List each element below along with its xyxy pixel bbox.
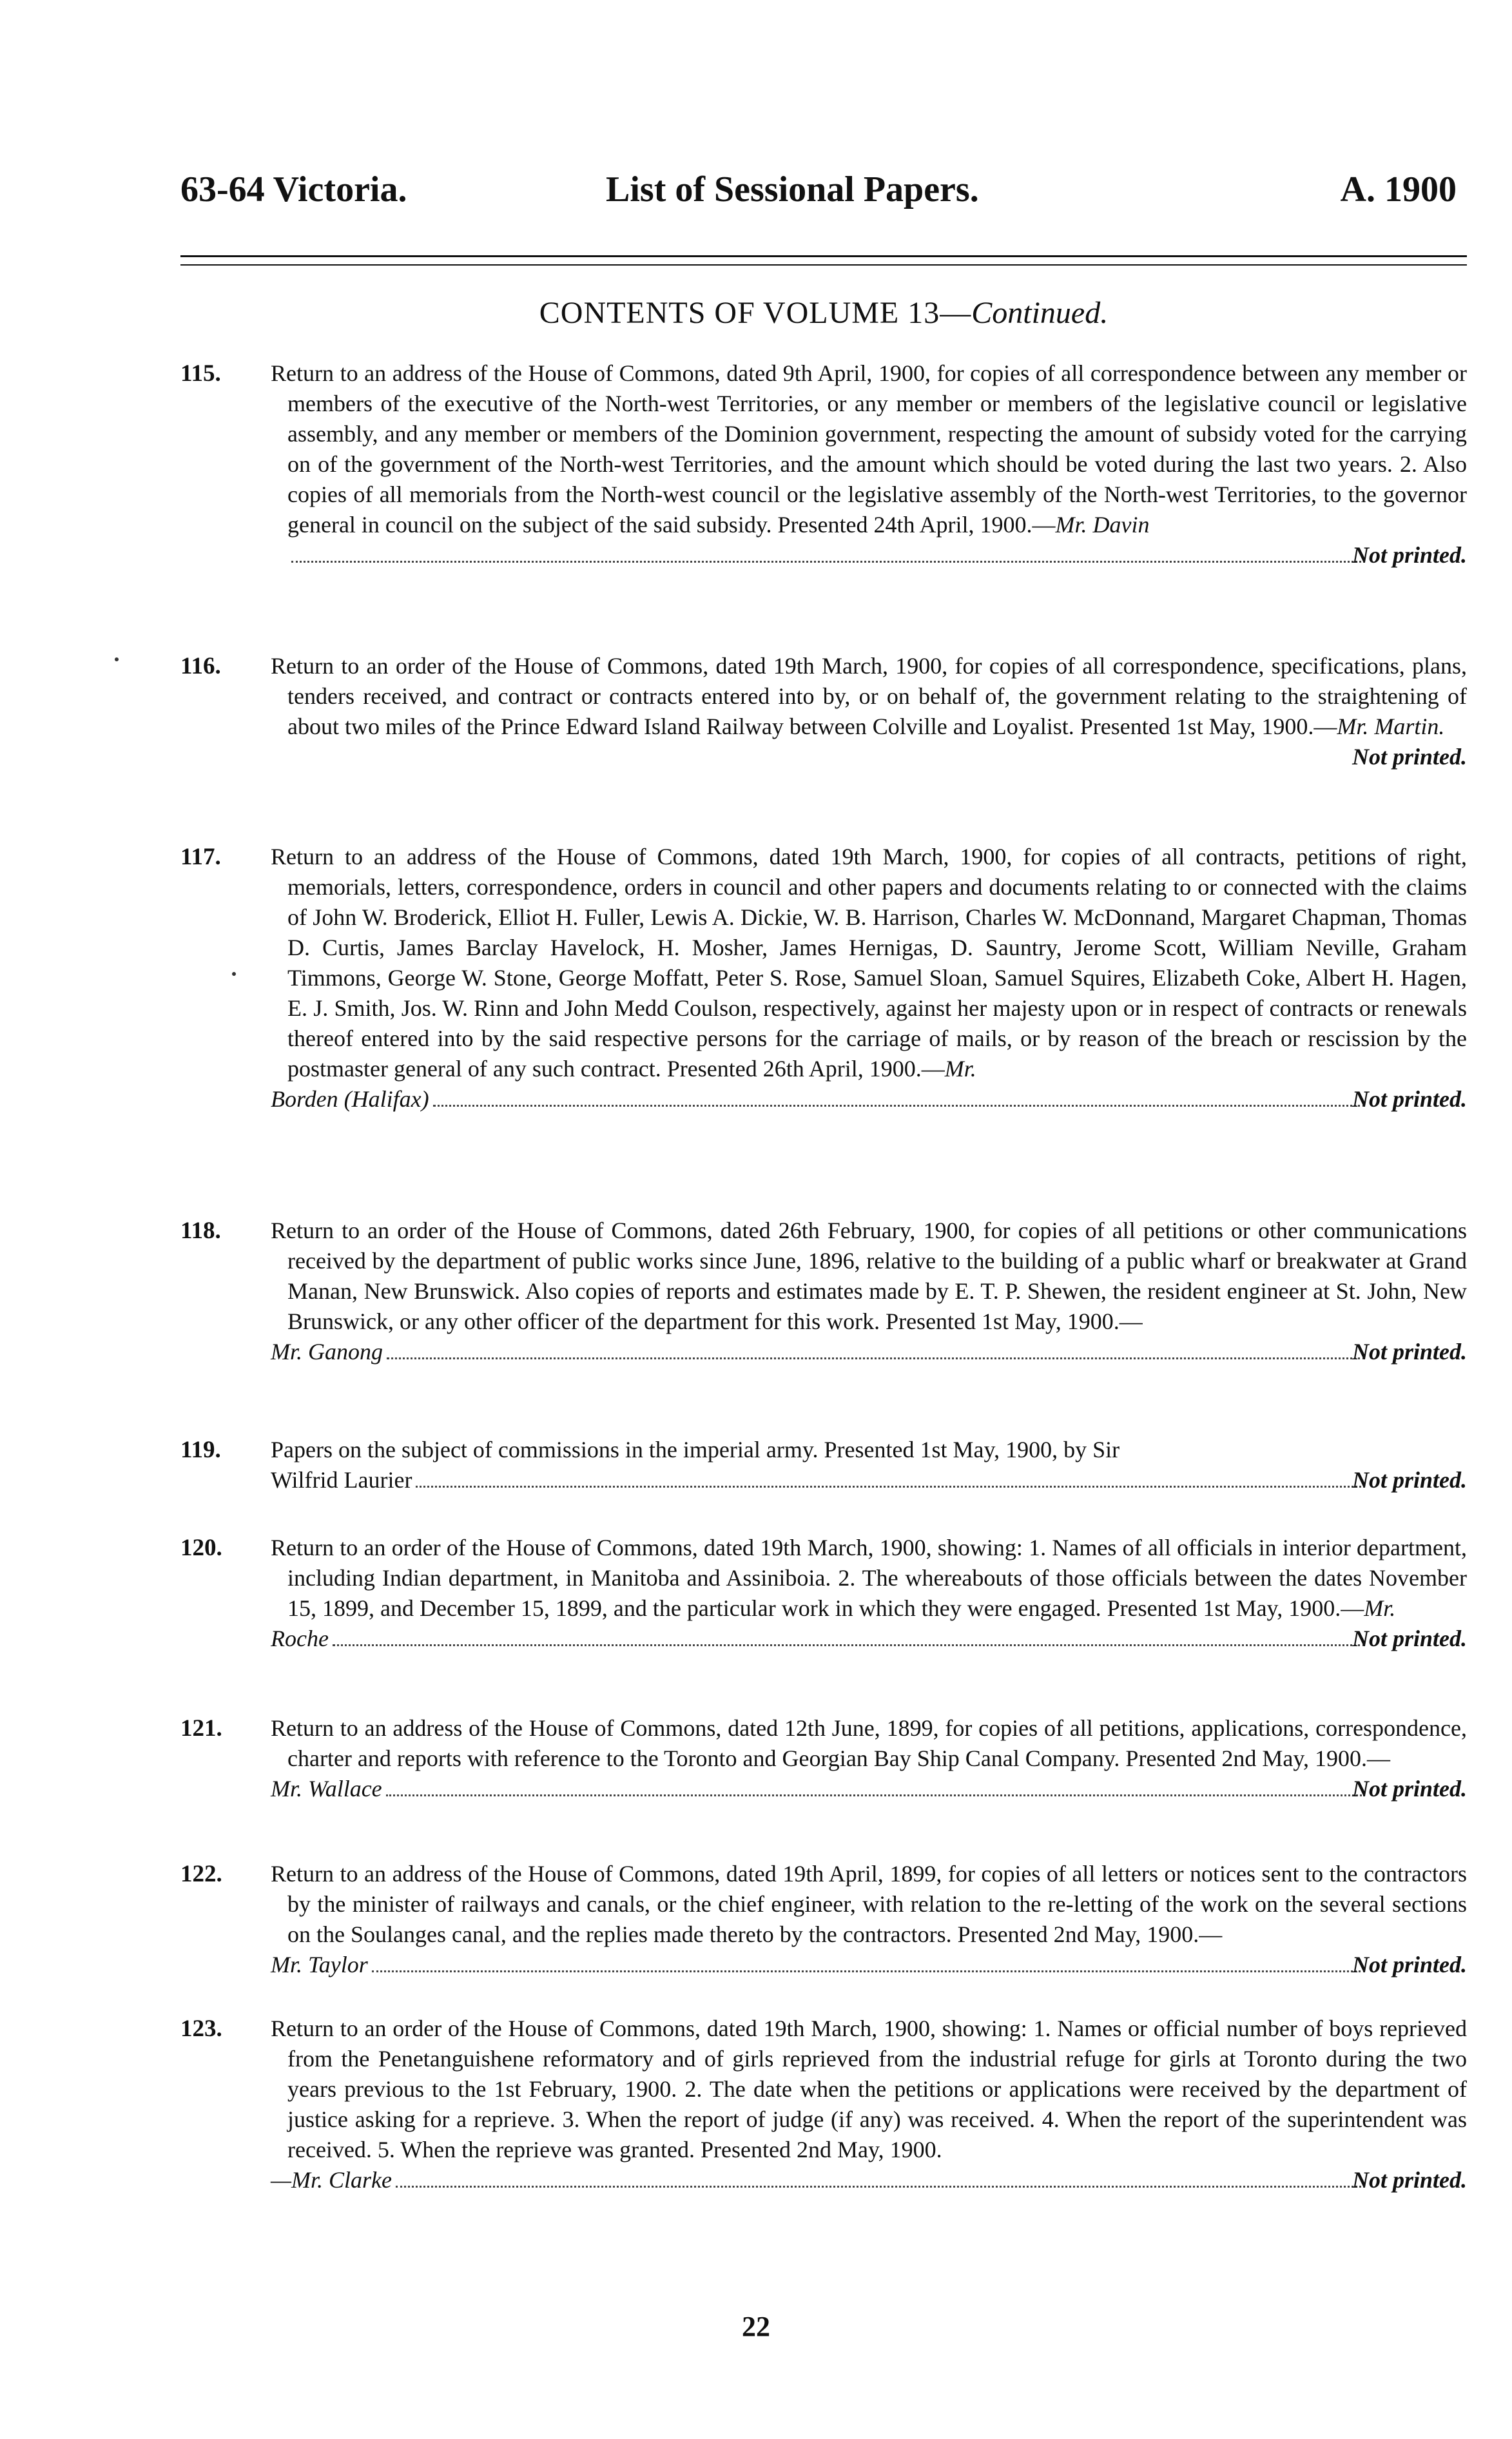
entry-status-line (271, 742, 1467, 772)
entry-status: Not printed. (1352, 542, 1467, 568)
entry-number: 123. (180, 2016, 222, 2042)
paper-entry-115 (180, 358, 1467, 570)
entry-mover: Wilfrid Laurier (271, 1467, 412, 1493)
entry-status-line (271, 540, 1467, 570)
entry-number: 116. (180, 653, 221, 679)
entry-status-line (271, 1337, 1467, 1367)
entry-text: Return to an address of the House of Commons, dated 9th April, 1900, for copies of all correspondence between any member or members of the executive of the North-west Territories, or any member or members of the legislative council or legislative assembly, and any member or members of the Dominion government, respecting the amount of subsidy voted for the carrying on of the government of the North-west Territories, and the amount which should be voted during the last two years. 2. Also copies of all memorials from the North-west council or the legislative assembly of the North-west Territories, to the governor general in council on the subject of the said subsidy. Presented 24th April, 1900.— (271, 360, 1467, 538)
entry-mover: Mr. Martin. (1337, 714, 1445, 739)
entry-text: Return to an address of the House of Commons, dated 19th March, 1900, for copies of all contracts, petitions of right, memorials, letters, correspondence, orders in council and other papers and documents relating to or connected with the claims of John W. Broderick, Elliot H. Fuller, Lewis A. Dickie, W. B. Harrison, Charles W. McDonnand, Margaret Chapman, Thomas D. Curtis, James Barclay Havelock, H. Mosher, James Hernigas, D. Sauntry, Jerome Scott, William Neville, Graham Timmons, George W. Stone, George Moffatt, Peter S. Rose, Samuel Sloan, Samuel Squires, Elizabeth Coke, Albert H. Hagen, E. J. Smith, Jos. W. Rinn and John Medd Coulson, respectively, against her majesty upon or in respect of contracts or renewals thereof entered into by the said respective persons for the carriage of mails, or by reason of the breach or rescission by the postmaster general of any such contract. Presented 26th April, 1900.— (271, 844, 1467, 1082)
running-header (180, 169, 1467, 220)
entry-mover: Mr. Taylor (271, 1952, 368, 1977)
entry-status: Not printed. (1352, 1952, 1467, 1977)
header-session: 63-64 Victoria. (180, 170, 407, 209)
entry-number: 118. (180, 1218, 221, 1244)
header-rule-thick (180, 255, 1467, 257)
entry-body (271, 1713, 1467, 1774)
entry-mover-prefix: Mr. (1364, 1595, 1396, 1621)
dot-leader (387, 1357, 1365, 1359)
contents-heading-main: CONTENTS OF VOLUME 13— (539, 296, 972, 330)
entry-number: 120. (180, 1535, 222, 1561)
entry-status: Not printed. (1352, 1626, 1467, 1651)
paper-entry-116 (180, 651, 1467, 772)
contents-heading-continued: Continued. (971, 296, 1109, 330)
entry-text: Return to an address of the House of Commons, dated 12th June, 1899, for copies of all petitions, applications, correspondence, charter and reports with reference to the Toronto and Georgian Bay Ship Canal Company. Presented 2nd May, 1900.— (271, 1715, 1467, 1771)
entry-status: Not printed. (1352, 1339, 1467, 1365)
entry-status-line (271, 1624, 1467, 1654)
entry-status: Not printed. (1352, 1467, 1467, 1493)
entry-body (271, 651, 1467, 742)
entry-mover: Borden (Halifax) (271, 1086, 429, 1112)
entry-status-line (271, 1084, 1467, 1114)
entry-mover-prefix: Mr. (944, 1056, 976, 1082)
paper-entry-118 (180, 1216, 1467, 1367)
entry-text: Return to an order of the House of Commons, dated 19th March, 1900, showing: 1. Names or official number of boys reprieved from the Penetanguishene reformatory and of girls reprieved from the industrial refuge for girls at Toronto during the two years previous to the 1st February, 1900. 2. The date when the petitions or applications were received by the department of justice asking for a reprieve. 3. When the report of judge (if any) was received. 4. When the report of the superintendent was received. 5. When the reprieve was granted. Presented 2nd May, 1900. (271, 2016, 1467, 2162)
entry-status: Not printed. (1352, 744, 1467, 770)
entry-text: Return to an order of the House of Commons, dated 26th February, 1900, for copies of all petitions or other communications received by the department of public works since June, 1896, relative to the building of a public wharf or breakwater at Grand Manan, New Brunswick. Also copies of reports and estimates made by E. T. P. Shewen, the resident engineer at St. John, New Brunswick, or any other officer of the department for this work. Presented 1st May, 1900.— (271, 1218, 1467, 1334)
entry-number: 119. (180, 1437, 221, 1463)
margin-mark (115, 657, 119, 661)
entry-status-line (271, 1950, 1467, 1980)
entry-status-line (271, 1774, 1467, 1804)
entry-status-line (271, 2165, 1467, 2195)
dot-leader (416, 1486, 1365, 1488)
paper-entry-120 (180, 1533, 1467, 1654)
entry-mover: Mr. Davin (1055, 512, 1150, 538)
margin-mark (232, 972, 236, 976)
entry-mover: Mr. Wallace (271, 1776, 382, 1802)
entry-number: 121. (180, 1715, 222, 1742)
entry-number: 117. (180, 844, 221, 870)
dot-leader (372, 1970, 1365, 1972)
entry-text: Return to an order of the House of Commons, dated 19th March, 1900, showing: 1. Names of all officials in interior department, including Indian department, in Manitoba and Assiniboia. 2. The whereabouts of those officials between the dates November 15, 1899, and December 15, 1899, and the particular work in which they were engaged. Presented 1st May, 1900.— (271, 1535, 1467, 1621)
header-year: A. 1900 (1340, 170, 1457, 209)
dot-leader (396, 2186, 1365, 2188)
entry-body (271, 1533, 1467, 1624)
entry-text: Return to an order of the House of Commons, dated 19th March, 1900, for copies of all correspondence, specifications, plans, tenders received, and contract or contracts entered into by, or on behalf of, the government relating to the straightening of about two miles of the Prince Edward Island Railway between Colville and Loyalist. Presented 1st May, 1900.— (271, 653, 1467, 739)
entry-status: Not printed. (1352, 1776, 1467, 1802)
entry-mover: Roche (271, 1626, 329, 1651)
entry-mover: —Mr. Clarke (271, 2167, 392, 2193)
entry-status-line (271, 1465, 1467, 1495)
page-number: 22 (742, 2311, 770, 2342)
entry-body (271, 358, 1467, 540)
entry-body (271, 1859, 1467, 1950)
dot-leader (333, 1644, 1365, 1646)
entry-status: Not printed. (1352, 2167, 1467, 2193)
entry-number: 115. (180, 360, 221, 387)
paper-entry-122 (180, 1859, 1467, 1980)
paper-entry-117 (180, 842, 1467, 1114)
entry-status: Not printed. (1352, 1086, 1467, 1112)
header-title: List of Sessional Papers. (606, 170, 979, 209)
paper-entry-123 (180, 2014, 1467, 2195)
entry-body (271, 2014, 1467, 2165)
entry-text: Papers on the subject of commissions in the imperial army. Presented 1st May, 1900, by Sir (271, 1437, 1120, 1462)
entry-number: 122. (180, 1861, 222, 1887)
entry-body (271, 842, 1467, 1084)
dot-leader (433, 1105, 1365, 1107)
entry-mover: Mr. Ganong (271, 1339, 383, 1365)
entry-body (271, 1216, 1467, 1337)
entry-text: Return to an address of the House of Commons, dated 19th April, 1899, for copies of all letters or notices sent to the contractors by the minister of railways and canals, or the chief engineer, with relation to the re-letting of the work on the several sections on the Soulanges canal, and the replies made thereto by the contractors. Presented 2nd May, 1900.— (271, 1861, 1467, 1947)
paper-entry-119 (180, 1435, 1467, 1495)
header-rule-thin (180, 264, 1467, 266)
dot-leader (386, 1794, 1365, 1796)
contents-heading (180, 295, 1467, 331)
paper-entry-121 (180, 1713, 1467, 1804)
entry-body (271, 1435, 1467, 1465)
dot-leader (291, 561, 1365, 563)
